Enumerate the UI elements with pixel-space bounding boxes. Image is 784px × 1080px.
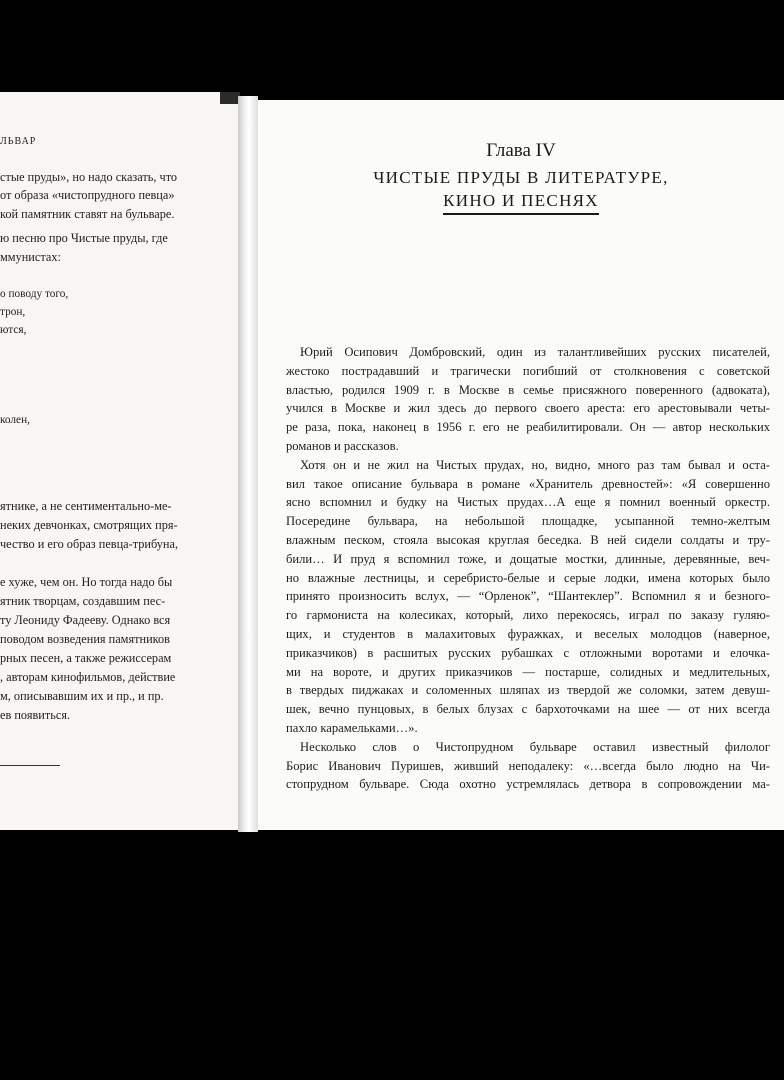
chapter-title-line-1: ЧИСТЫЕ ПРУДЫ В ЛИТЕРАТУРЕ, bbox=[373, 168, 669, 187]
body-line: ми на вороте, и других приказчиков — постарше, солидных и медлительных, bbox=[286, 664, 770, 679]
left-text-line: неких девчонках, смотрящих пря- bbox=[0, 518, 178, 532]
body-line: вил такое описание бульвара в романе «Хранитель древностей»: «Я совершенно bbox=[286, 476, 770, 491]
left-text-line: ятнике, а не сентиментально-ме- bbox=[0, 499, 172, 513]
chapter-title-line-2: КИНО И ПЕСНЯХ bbox=[443, 189, 599, 215]
body-line: принято произносить вслух, — “Орленок”, “Шантеклер”. Вспомнил я и безного- bbox=[286, 589, 770, 604]
body-line: Борис Иванович Пуришев, живший неподалеку: «…всегда было людно на Чи- bbox=[286, 758, 770, 773]
left-text-line: ту Леониду Фадееву. Однако вся bbox=[0, 613, 171, 627]
chapter-label: Глава IV bbox=[486, 140, 556, 161]
body-line: били… И пруд я вспомнил тоже, и дощатые мостки, длинные, деревянные, веч- bbox=[286, 551, 770, 566]
body-text bbox=[286, 343, 770, 794]
body-line: учился в Москве и жил здесь до первого своего ареста: его арестовывали четы- bbox=[286, 401, 770, 416]
body-line: щих, и студентов в малахитовых фуражках, и веселых молодцов (наверное, bbox=[286, 626, 770, 641]
chapter-title bbox=[258, 166, 784, 215]
body-line: Посередине бульвара, на небольшой площадке, усыпанной темно-желтым bbox=[286, 514, 770, 529]
left-text-line: стые пруды», но надо сказать, что bbox=[0, 170, 178, 184]
verse-line: трон, bbox=[0, 306, 26, 318]
left-text-line: е хуже, чем он. Но тогда надо бы bbox=[0, 575, 173, 589]
body-line: пахло карамельками…». bbox=[286, 720, 418, 735]
left-text-line: поводом возведения памятников bbox=[0, 632, 170, 646]
body-line: жестоко пострадавший и трагически погибший от столкновения с советской bbox=[286, 363, 770, 378]
left-text-line: чество и его образ певца-трибуна, bbox=[0, 537, 179, 551]
body-line: романов и рассказов. bbox=[286, 438, 399, 453]
body-line: в твердых пиджаках и соломенных шляпах из твердой же соломки, затем девуш- bbox=[286, 683, 770, 698]
verse-line: колен, bbox=[0, 414, 30, 426]
body-line: шек, вечно пунцовых, в белых блузах с бархоточками на шее — от них всегда bbox=[286, 702, 770, 717]
body-line: Хотя он и не жил на Чистых прудах, но, видно, много раз там бывал и оста- bbox=[300, 457, 770, 472]
left-text-line: кой памятник ставят на бульваре. bbox=[0, 207, 175, 221]
body-line: влажным песком, стояла высокая круглая беседка. В ней сидели солдаты и тру- bbox=[286, 532, 770, 547]
body-line: властью, родился 1909 г. в Москве в семье присяжного поверенного (адвоката), bbox=[286, 382, 770, 397]
body-line: стопрудном бульваре. Сюда охотно устремлялась детвора в сопровождении ма- bbox=[286, 777, 770, 792]
right-page bbox=[258, 100, 784, 830]
left-text-line: ятник творцам, создавшим пес- bbox=[0, 594, 166, 608]
left-page bbox=[0, 92, 238, 830]
book-gutter bbox=[238, 96, 258, 832]
left-text-line: , авторам кинофильмов, действие bbox=[0, 670, 176, 684]
left-text-line: от образа «чистопрудного певца» bbox=[0, 188, 175, 202]
left-text-line: м, описывавшим их и пр., и пр. bbox=[0, 689, 164, 703]
body-line: но влажные лестницы, и серебристо-белые и серые лодки, имена которых было bbox=[286, 570, 770, 585]
body-line: ре раза, пока, наконец в 1956 г. его не реабилитировали. Он — автор нескольких bbox=[286, 420, 770, 435]
left-text-line: рных песен, а также режиссерам bbox=[0, 651, 172, 665]
body-line: Несколько слов о Чистопрудном бульваре оставил известный филолог bbox=[300, 739, 770, 754]
body-line: Юрий Осипович Домбровский, один из талантливейших русских писателей, bbox=[300, 345, 770, 359]
body-line: приказчиков) в расшитых русских рубашках с отложными воротами и елочка- bbox=[286, 645, 770, 660]
left-text-line: ю песню про Чистые пруды, где bbox=[0, 231, 168, 245]
spine-shadow bbox=[220, 92, 240, 104]
left-text-line: ев появиться. bbox=[0, 708, 71, 722]
body-line: ясно вспомнил и будку на Чистых прудах…А еще я помнил военный оркестр. bbox=[286, 495, 770, 510]
body-line: го гармониста на колесиках, который, лихо перекосясь, играл по заказу гуляю- bbox=[286, 608, 770, 623]
verse-line: о поводу того, bbox=[0, 288, 69, 300]
running-head: ЛЬВАР bbox=[0, 136, 37, 147]
footnote-rule bbox=[0, 765, 60, 766]
left-text-line: ммунистах: bbox=[0, 250, 61, 264]
verse-line: ются, bbox=[0, 324, 27, 336]
